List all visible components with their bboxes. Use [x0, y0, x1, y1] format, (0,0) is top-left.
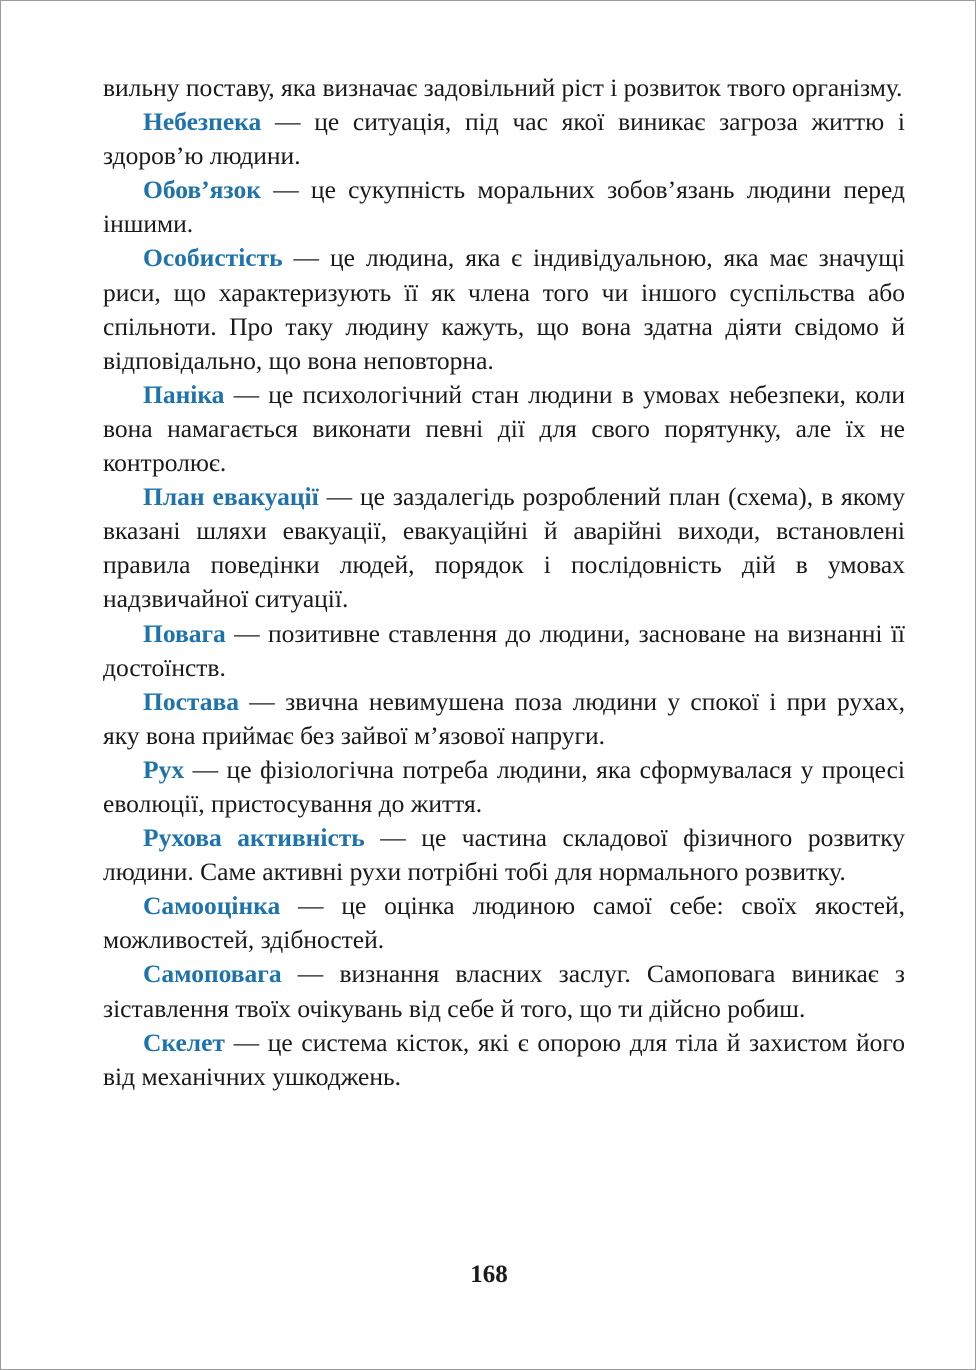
- glossary-entry: [103, 617, 905, 685]
- term-definition: — це людина, яка є індивідуальною, яка має значущі риси, що характеризують її як члена того чи іншого суспільства або спільноти. Про таку людину кажуть, що вона здатна діяти свідомо й відповідально, що вона неповторна.: [103, 243, 905, 375]
- term-name: Скелет: [143, 1027, 225, 1057]
- glossary-entry: [103, 378, 905, 480]
- term-name: Рух: [143, 754, 185, 784]
- term-definition: — позитивне ставлення до людини, засноване на визнанні її достоїнств.: [103, 618, 905, 682]
- glossary-entry: [103, 821, 905, 889]
- term-definition: — це психологічний стан людини в умовах небезпеки, коли вона намагається виконати певні дії для свого порятунку, але їх не контролює.: [103, 379, 905, 478]
- glossary-entry: [103, 173, 905, 241]
- glossary-entry: [103, 480, 905, 616]
- term-definition: — це система кісток, які є опорою для тіла й захистом його від механічних ушкоджень.: [103, 1027, 905, 1091]
- term-name: Рухова активність: [143, 823, 365, 853]
- glossary-entry: [103, 685, 905, 753]
- glossary-entry: [103, 241, 905, 377]
- term-name: Особистість: [143, 243, 283, 273]
- glossary-text: [103, 71, 905, 1094]
- term-name: Небезпека: [143, 107, 262, 137]
- term-definition: — це ситуація, під час якої виникає загроза життю і здоров’ю людини.: [103, 107, 905, 171]
- intro-paragraph: вильну поставу, яка визначає задовільний ріст і розвиток твого організму.: [103, 73, 903, 102]
- term-name: Постава: [143, 686, 240, 716]
- term-name: План евакуації: [143, 482, 319, 512]
- glossary-entry: [103, 889, 905, 957]
- term-definition: — це сукупність моральних зобов’язань людини перед іншими.: [103, 175, 905, 239]
- term-name: Обов’язок: [143, 175, 261, 205]
- term-name: Самооцінка: [143, 891, 281, 921]
- term-definition: — звична невимушена поза людини у спокої і при рухах, яку вона приймає без зайвої м’язової напруги.: [103, 686, 905, 750]
- glossary-entry: [103, 1026, 905, 1094]
- page-number: 168: [470, 1261, 508, 1288]
- term-name: Паніка: [143, 379, 225, 409]
- term-definition: — визнання власних заслуг. Самоповага виникає з зіставлення твоїх очікувань від себе й того, що ти дійсно робиш.: [103, 959, 905, 1023]
- glossary-entry: [103, 753, 905, 821]
- term-definition: — це оцінка людиною самої себе: своїх якостей, можливостей, здібностей.: [103, 891, 905, 955]
- term-name: Самоповага: [143, 959, 282, 989]
- term-name: Повага: [143, 618, 226, 648]
- glossary-entry: [103, 957, 905, 1025]
- term-definition: — це фізіологічна потреба людини, яка сформувалася у процесі еволюції, пристосування до життя.: [103, 754, 905, 818]
- glossary-entry: [103, 105, 905, 173]
- term-definition: — це заздалегідь розроблений план (схема), в якому вказані шляхи евакуації, евакуаційні й аварійні виходи, встановлені правила поведінки людей, порядок і послідовність дій в умовах надзвичайної ситуації.: [103, 482, 905, 614]
- term-definition: — це частина складової фізичного розвитку людини. Саме активні рухи потрібні тобі для нормального розвитку.: [103, 823, 905, 887]
